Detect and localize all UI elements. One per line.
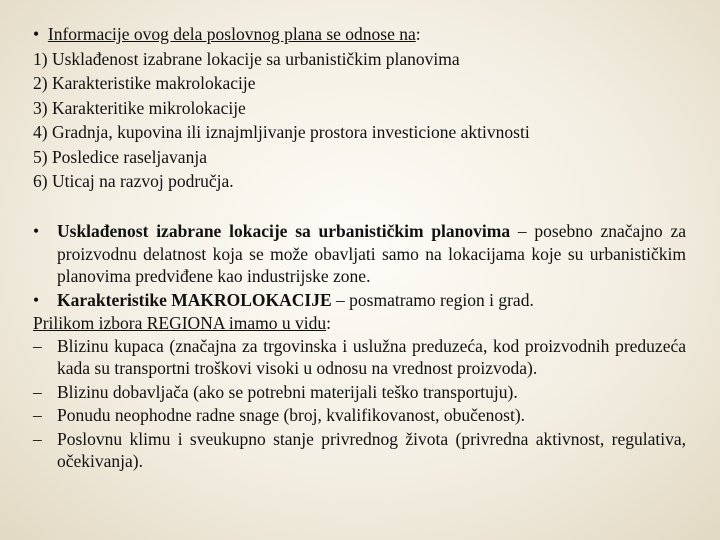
dash: – — [33, 381, 42, 402]
intro-item-3: 3) Karakteritike mikrolokacije — [33, 97, 246, 118]
intro-heading — [33, 22, 693, 47]
region-item-1 — [33, 335, 686, 380]
dash: – — [33, 335, 42, 356]
intro-list — [33, 22, 693, 194]
region-item-2-text: Blizinu dobavljača (ako se potrebni materijali teško transportuju). — [57, 381, 518, 402]
intro-item-2: 2) Karakteristike makrolokacije — [33, 73, 256, 93]
region-item-4-text: Poslovnu klimu i sveukupno stanje privrednog života (privredna aktivnost, regulativa, očekivanja). — [57, 428, 686, 471]
region-heading — [33, 312, 686, 335]
region-item-3 — [33, 404, 686, 427]
bullet: • — [33, 289, 40, 310]
detail-paragraph-1 — [33, 220, 686, 288]
intro-item-1: 1) Usklađenost izabrane lokacije sa urbanističkim planovima — [33, 48, 460, 69]
intro-item-6: 6) Uticaj na razvoj područja. — [33, 171, 234, 191]
dash: – — [33, 405, 42, 425]
intro-heading-underlined: Informacije ovog dela poslovnog plana se odnose na — [47, 24, 416, 44]
region-item-3-text: Ponudu neophodne radne snage (broj, kvalifikovanost, obučenost). — [57, 405, 526, 425]
bullet: • — [33, 221, 40, 241]
dash: – — [33, 428, 42, 449]
detail-paragraph-2 — [33, 289, 686, 312]
detail-paragraph-2-title: Karakteristike MAKROLOKACIJE — [57, 289, 332, 310]
region-heading-colon: : — [326, 313, 331, 333]
detail-section — [33, 220, 686, 474]
detail-paragraph-2-text: – posmatramo region i grad. — [331, 289, 534, 310]
detail-paragraph-1-title: Usklađenost izabrane lokacije sa urbanističkim planovima — [57, 221, 511, 241]
region-item-1-text: Blizinu kupaca (značajna za trgovinska i uslužna preduzeća, kod proizvodnih preduzeća kada su transportni troškovi visoki u odnosu na vrednost proizvoda). — [57, 335, 686, 378]
bullet: • — [33, 24, 40, 44]
region-item-2 — [33, 381, 686, 404]
detail-paragraph-1-text: – posebno značajno za proizvodnu delatnost koja se može obavljati samo na lokacijama koje su urbanističkim planovima predviđene kao industrijske zone. — [57, 221, 686, 286]
region-item-4 — [33, 428, 686, 473]
intro-heading-colon: : — [415, 24, 421, 44]
intro-item-4: 4) Gradnja, kupovina ili iznajmljivanje prostora investicione aktivnosti — [33, 122, 530, 142]
intro-item-5: 5) Posledice raseljavanja — [33, 146, 207, 167]
region-heading-underlined: Prilikom izbora REGIONA imamo u vidu — [33, 313, 327, 333]
